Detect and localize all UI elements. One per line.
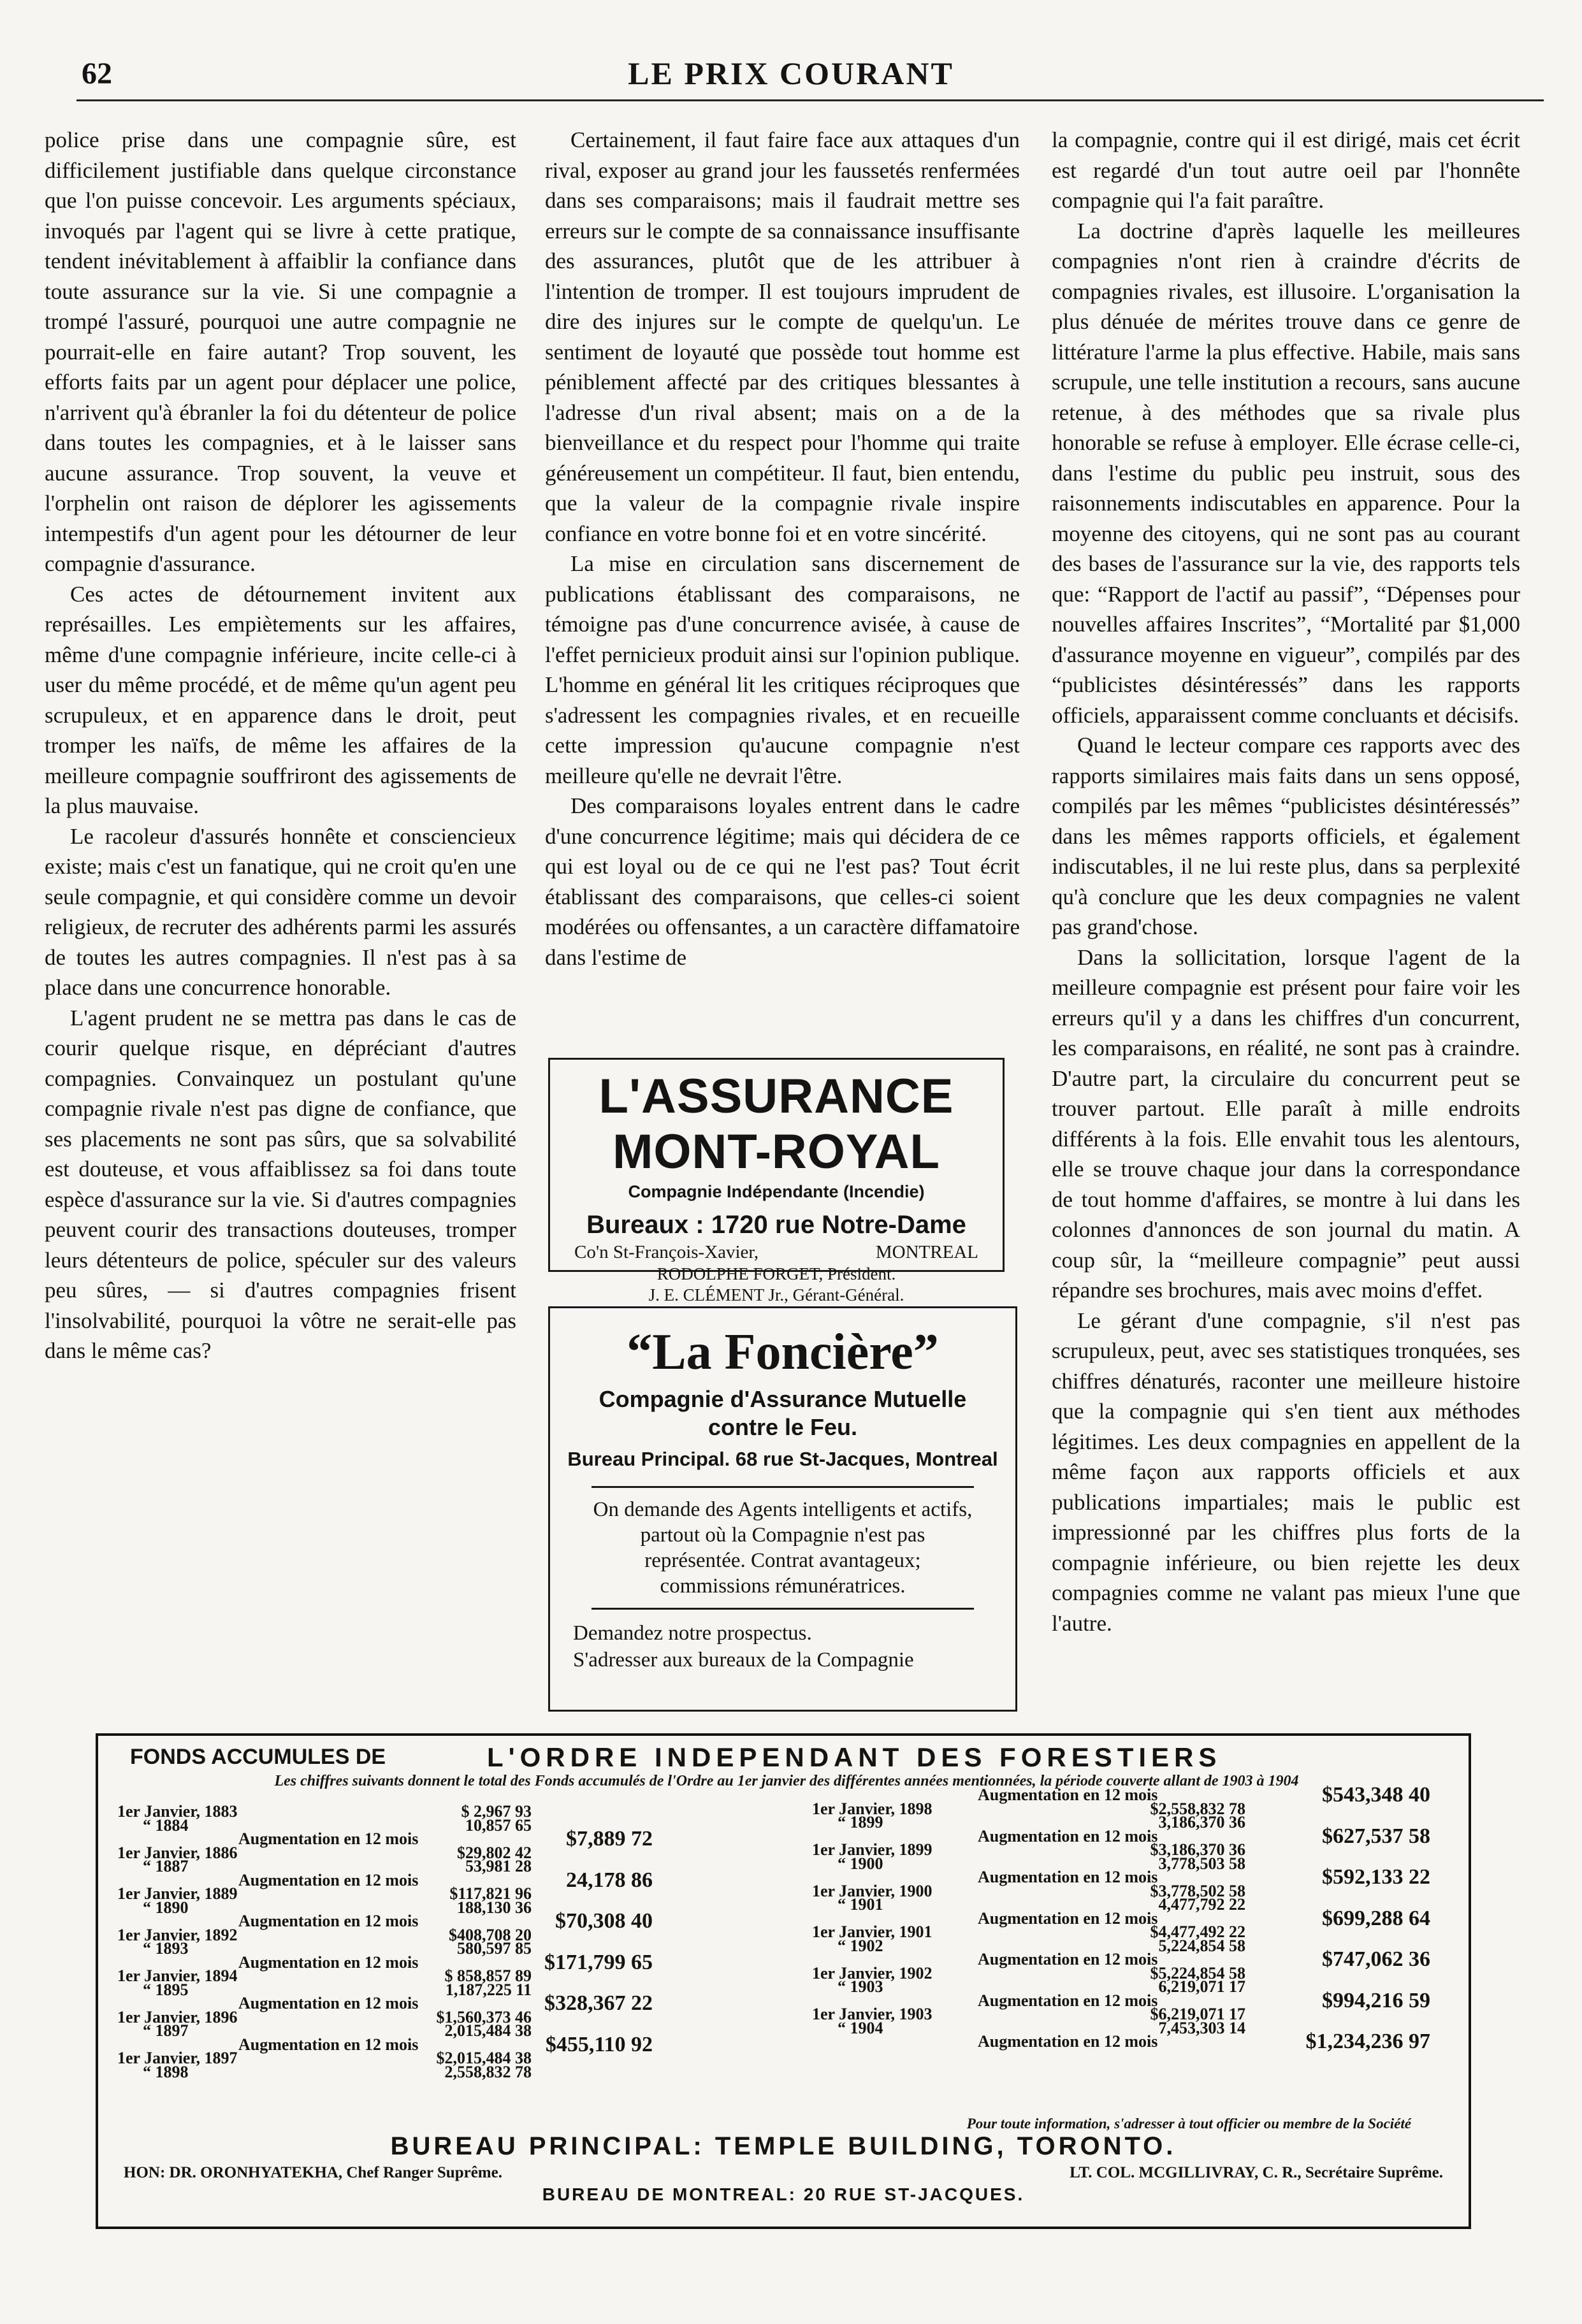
- funds-row-label: Augmentation en 12 mois: [238, 1912, 419, 1930]
- funds-row: [117, 1925, 767, 1944]
- funds-row: [117, 2062, 767, 2081]
- funds-row-label: “ 1904: [838, 2018, 883, 2037]
- funds-row: [812, 2030, 1456, 2053]
- funds-row-label: “ 1901: [838, 1895, 883, 1914]
- funds-row-increase: $7,889 72: [566, 1827, 653, 1851]
- funds-row-amount: 6,219,071 17: [1158, 1977, 1245, 1996]
- funds-row-label: 1er Janvier, 1886: [117, 1843, 238, 1862]
- article-column-right: [1052, 125, 1520, 1638]
- funds-row: [117, 2007, 767, 2026]
- funds-row-label: Augmentation en 12 mois: [238, 1952, 419, 1972]
- paragraph: Certainement, il faut faire face aux attaques d'un rival, exposer au grand jour les faussetés renfermées dans ses comparaisons; mais il faudrait mettre ses erreurs sur le compte de sa connaissance insuffisante des assurances, plutôt que de les attribuer à l'intention de tromper. Il est toujours imprudent de dire des injures sur le compte de quelqu'un. Le sentiment de loyauté que possède tout homme est péniblement affecté par des critiques blessantes à l'adresse d'un rival absent; mais on a de la bienveillance et du respect pour l'homme qui traite généreusement un compétiteur. Il faut, bien entendu, que la valeur de la compagnie rivale inspire confiance en votre bonne foi et en votre sincérité.: [545, 127, 1020, 546]
- funds-row-label: 1er Janvier, 1883: [117, 1802, 238, 1821]
- funds-row-increase: $171,799 65: [544, 1950, 653, 1974]
- funds-row-increase: $70,308 40: [555, 1909, 653, 1933]
- funds-row-label: “ 1900: [838, 1854, 883, 1873]
- funds-row-amount: 3,778,503 58: [1158, 1854, 1245, 1873]
- funds-row-label: “ 1895: [143, 1980, 189, 1999]
- funds-row-increase: $543,348 40: [1322, 1783, 1430, 1807]
- funds-row: [117, 1969, 767, 1983]
- funds-row-label: “ 1902: [838, 1936, 883, 1955]
- ad-manager: J. E. CLÉMENT Jr., Gérant-Général.: [648, 1285, 904, 1304]
- funds-row-label: Augmentation en 12 mois: [238, 1994, 419, 2012]
- ad-la-fonciere: [548, 1306, 1017, 1712]
- funds-row: [117, 1815, 767, 1835]
- ad-subtitle: Compagnie Indépendante (Incendie): [628, 1182, 925, 1201]
- ad-address: Bureaux : 1720 rue Notre-Dame: [586, 1211, 966, 1239]
- page-number: 62: [82, 57, 112, 90]
- funds-row-amount: $117,821 96: [449, 1884, 532, 1903]
- funds-row-amount: $4,477,492 22: [1150, 1923, 1245, 1941]
- ad-subtitle-line-1: Compagnie d'Assurance Mutuelle: [599, 1386, 967, 1412]
- funds-row: [812, 1881, 1456, 1900]
- ad-officers: [124, 2164, 1443, 2182]
- funds-row: [812, 2007, 1456, 2021]
- funds-row-label: 1er Janvier, 1901: [812, 1923, 933, 1941]
- funds-row-amount: 10,857 65: [465, 1815, 532, 1835]
- funds-row-increase: $455,110 92: [545, 2032, 653, 2056]
- funds-row: [812, 1925, 1456, 1939]
- funds-row-label: Augmentation en 12 mois: [238, 2035, 419, 2054]
- ad-head-office: BUREAU PRINCIPAL: TEMPLE BUILDING, TORONTO.: [390, 2132, 1177, 2160]
- funds-row: [812, 1840, 1456, 1859]
- funds-row-label: Augmentation en 12 mois: [238, 1870, 419, 1889]
- funds-row-label: Augmentation en 12 mois: [978, 1786, 1158, 1804]
- ad-ordre-independant-forestiers: [96, 1733, 1471, 2229]
- funds-row-amount: 7,453,303 14: [1158, 2018, 1245, 2037]
- ad-footer: [550, 1620, 1015, 1673]
- ad-officer-right: LT. COL. MCGILLIVRAY, C. R., Secrétaire Suprême.: [1070, 2164, 1443, 2181]
- ad-president: RODOLPHE FORGET, Président.: [657, 1264, 896, 1283]
- funds-row-label: 1er Janvier, 1897: [117, 2049, 238, 2067]
- funds-row-increase: $1,234,236 97: [1305, 2030, 1430, 2053]
- funds-row-increase: $747,062 36: [1322, 1947, 1430, 1971]
- funds-row-amount: $5,224,854 58: [1150, 1963, 1245, 1982]
- funds-row-label: 1er Janvier, 1898: [812, 1799, 933, 1818]
- funds-row-label: “ 1903: [838, 1977, 883, 1996]
- ad-assurance-mont-royal: [548, 1058, 1005, 1304]
- funds-row-amount: $ 2,967 93: [461, 1802, 532, 1821]
- funds-row: [117, 2021, 767, 2040]
- ad-subtitle-line-2: contre le Feu.: [708, 1414, 858, 1440]
- paragraph: la compagnie, contre qui il est dirigé, mais cet écrit est regardé d'un tout autre oeil par l'honnête compagnie qui l'a fait paraître.: [1052, 127, 1520, 213]
- funds-row-amount: $408,708 20: [449, 1925, 532, 1944]
- ad-address: Bureau Principal. 68 rue St-Jacques, Montreal: [567, 1448, 998, 1470]
- funds-row-amount: $3,778,502 58: [1150, 1881, 1245, 1900]
- funds-row: [117, 1843, 767, 1862]
- funds-row-label: “ 1899: [838, 1813, 883, 1831]
- funds-row-amount: 4,477,792 22: [1158, 1895, 1245, 1914]
- ad-footnote: Pour toute information, s'adresser à tout officier ou membre de la Société: [966, 2116, 1411, 2132]
- funds-row-increase: 24,178 86: [566, 1868, 653, 1892]
- funds-row-increase: $592,133 22: [1322, 1865, 1430, 1889]
- funds-row-amount: 2,558,832 78: [444, 2062, 532, 2081]
- funds-row-label: “ 1887: [143, 1857, 189, 1875]
- funds-row-label: “ 1897: [143, 2021, 189, 2040]
- funds-row-label: Augmentation en 12 mois: [978, 1868, 1158, 1886]
- funds-row: [117, 1980, 767, 1999]
- funds-row: [117, 1802, 767, 1821]
- funds-row-amount: 580,597 85: [457, 1939, 532, 1958]
- ad-city: MONTREAL: [875, 1242, 978, 1262]
- article-column-middle: [545, 125, 1020, 972]
- funds-row-increase: $627,537 58: [1322, 1824, 1430, 1848]
- funds-row-amount: 2,015,484 38: [444, 2021, 532, 2040]
- paragraph: Ces actes de détournement invitent aux représailles. Les empiètements sur les affaires, même d'une compagnie inférieure, incite celle-ci à user du même procédé, et de même qu'un agent peu scrupuleux, et en apparence dans le droit, peut tromper les naïfs, de même les affaires de la meilleure compagnie souffriront des agissements de la plus mauvaise.: [45, 581, 516, 818]
- funds-row-amount: 188,130 36: [457, 1898, 532, 1917]
- funds-row-label: Augmentation en 12 mois: [978, 1909, 1158, 1928]
- funds-row-label: 1er Janvier, 1894: [117, 1967, 238, 1985]
- funds-row-label: 1er Janvier, 1902: [812, 1963, 933, 1982]
- funds-row-label: Augmentation en 12 mois: [978, 2032, 1158, 2051]
- funds-row-increase: $699,288 64: [1322, 1906, 1430, 1930]
- article-column-left: [45, 125, 516, 1366]
- ad-footer-line-1: Demandez notre prospectus.: [573, 1622, 812, 1645]
- funds-row-label: Augmentation en 12 mois: [978, 1950, 1158, 1968]
- paragraph: Des comparaisons loyales entrent dans le cadre d'une concurrence légitime; mais qui décidera de ce qui est loyal ou de ce qui ne l'est pas? Tout écrit établissant des comparaisons, que celles-ci soient modérées ou offensantes, a un caractère diffamatoire dans l'estime de: [545, 793, 1020, 970]
- funds-row-increase: $328,367 22: [544, 1991, 653, 2015]
- funds-row-label: “ 1898: [143, 2062, 189, 2081]
- funds-row: [117, 2051, 767, 2065]
- paragraph: Quand le lecteur compare ces rapports avec des rapports similaires mais faits dans un sens opposé, compilés par les mêmes “publicistes désintéressés” dans les mêmes rapports officiels, et également indiscutables, il ne lui reste plus, dans sa perplexité qu'à conclure que les deux compagnies ne valent pas grand'chose.: [1052, 733, 1520, 939]
- funds-row-label: 1er Janvier, 1892: [117, 1925, 238, 1944]
- ad-montreal-office: BUREAU DE MONTREAL: 20 RUE ST-JACQUES.: [542, 2184, 1025, 2204]
- header-rule: [76, 99, 1544, 101]
- paragraph: police prise dans une compagnie sûre, est difficilement justifiable dans quelque circonstance que l'on puisse concevoir. Les arguments spéciaux, invoqués par l'agent qui se livre à cette pratique, tendent inévitablement à affaiblir la confiance dans toute assurance sur la vie. Si une compagnie a trompé l'assuré, pourquoi une autre compagnie ne pourrait-elle en faire autant? Trop souvent, les efforts faits par un agent pour déplacer une police, n'arrivent qu'à ébranler la foi du détenteur de police dans toutes les compagnies, et à le laisser sans aucune assurance. Trop souvent, la veuve et l'orphelin ont raison de déplorer les agissements intempestifs d'un agent pour les détourner de leur compagnie d'assurance.: [45, 127, 516, 576]
- funds-row-label: Augmentation en 12 mois: [978, 1826, 1158, 1845]
- funds-row-amount: 3,186,370 36: [1158, 1813, 1245, 1831]
- funds-row-label: Augmentation en 12 mois: [978, 1991, 1158, 2010]
- funds-row-amount: $6,219,071 17: [1150, 2005, 1245, 2023]
- ad-right-heading: L'ORDRE INDEPENDANT DES FORESTIERS: [487, 1742, 1222, 1772]
- funds-table-left: [117, 1802, 767, 2081]
- funds-row: [117, 1859, 767, 1873]
- funds-row-label: 1er Janvier, 1889: [117, 1884, 238, 1903]
- funds-row: [117, 1884, 767, 1903]
- funds-row: [812, 1799, 1456, 1818]
- paragraph: La mise en circulation sans discernement de publications établissant des comparaisons, ne témoigne pas d'une concurrence avisée, à cause de l'effet pernicieux produit ainsi sur l'opinion publique. L'homme en général lit les critiques réciproques que s'adressent les compagnies rivales, et en recueille cette impression qu'aucune compagnie n'est meilleure qu'elle ne devrait l'être.: [545, 551, 1020, 788]
- funds-row-label: “ 1893: [143, 1939, 189, 1958]
- funds-row-label: 1er Janvier, 1900: [812, 1881, 933, 1900]
- funds-row-amount: $ 858,857 89: [444, 1967, 532, 1985]
- funds-row-amount: $2,558,832 78: [1150, 1799, 1245, 1818]
- ad-footer-line-2: S'adresser aux bureaux de la Compagnie: [573, 1649, 914, 1671]
- funds-row-amount: $1,560,373 46: [436, 2007, 532, 2026]
- paragraph: Dans la sollicitation, lorsque l'agent de la meilleure compagnie est présent pour faire voir les erreurs qu'il y a dans les chiffres d'un concurrent, les comparaisons, en réalité, ne sont pas à craindre. D'autre part, la circulaire du concurrent peut se trouver partout. Elle paraît à mille endroits différents à la fois. Elle envahit tous les alentours, elle se trouve chaque jour dans la correspondance de tout homme d'affaires, se montre à lui dans les colonnes d'annonces de son journal du matin. A coup sûr, la “meilleure compagnie” peut aussi répandre ses brochures, mais avec moins d'effet.: [1052, 944, 1520, 1303]
- ad-title: L'ASSURANCE MONT-ROYAL: [599, 1069, 954, 1179]
- funds-row-increase: $994,216 59: [1322, 1988, 1430, 2012]
- ad-left-heading: FONDS ACCUMULES DE: [130, 1745, 386, 1769]
- funds-table-right: [812, 1783, 1456, 2053]
- ad-corner-row: [550, 1242, 1003, 1263]
- funds-row-amount: 53,981 28: [465, 1857, 532, 1875]
- funds-row: [117, 1939, 767, 1958]
- funds-row-label: “ 1890: [143, 1898, 189, 1917]
- ad-agents-wanted: On demande des Agents intelligents et actifs, partout où la Compagnie n'est pas représentée. Contrat avantageux; commissions rémunératrices.: [591, 1486, 974, 1610]
- funds-row-label: “ 1884: [143, 1815, 189, 1835]
- funds-row-amount: $2,015,484 38: [436, 2049, 532, 2067]
- funds-row: [117, 1898, 767, 1917]
- ad-title: “La Foncière”: [627, 1324, 939, 1380]
- ad-note: Les chiffres suivants donnent le total des Fonds accumulés de l'Ordre au 1er janvier des différentes années mentionnées, la période couverte allant de 1903 à 1904: [274, 1773, 1299, 1789]
- funds-row-amount: $3,186,370 36: [1150, 1840, 1245, 1859]
- running-title: LE PRIX COURANT: [628, 55, 954, 91]
- paragraph: L'agent prudent ne se mettra pas dans le cas de courir quelque risque, en dépréciant d'autres compagnies. Convainquez un postulant qu'une compagnie rivale n'est pas digne de confiance, que ses placements ne sont pas sûrs, que sa solvabilité est douteuse, et vous affaiblissez sa foi dans toute espèce d'assurance sur la vie. Si d'autres compagnies peuvent courir des transactions douteuses, tromper leurs détenteurs de police, spéculer sur des valeurs peu sûres, — si d'autres compagnies frisent l'insolvabilité, pourquoi la vôtre ne serait-elle pas dans le même cas?: [45, 1005, 516, 1363]
- ad-officer-left: HON: DR. ORONHYATEKHA, Chef Ranger Suprême.: [124, 2164, 502, 2181]
- funds-row-amount: 1,187,225 11: [445, 1980, 532, 1999]
- funds-row-amount: 5,224,854 58: [1158, 1936, 1245, 1955]
- ad-subtitle: [550, 1385, 1015, 1441]
- funds-row-label: 1er Janvier, 1899: [812, 1840, 933, 1859]
- paragraph: Le racoleur d'assurés honnête et consciencieux existe; mais c'est un fanatique, qui ne croit qu'en une seule compagnie, et qui considère comme un devoir religieux, de recruter des adhérents parmi les assurés de toutes les autres compagnies. Il n'est pas à sa place dans une concurrence honorable.: [45, 823, 516, 1000]
- funds-row-label: 1er Janvier, 1903: [812, 2005, 933, 2023]
- paragraph: Le gérant d'une compagnie, s'il n'est pas scrupuleux, peut, avec ses statistiques tronquées, ses chiffres dénaturés, raconter une meilleure histoire que la compagnie qui s'en tient aux méthodes légitimes. Les deux compagnies en appellent de la même façon aux rapports officiels et aux publications impartiales; mais le public est impressionné par les chiffres plus forts de la compagnie inférieure, ou bien rejette les deux compagnies comme ne valant pas mieux l'une que l'autre.: [1052, 1308, 1520, 1636]
- ad-corner: Co'n St-François-Xavier,: [574, 1242, 759, 1262]
- funds-row-amount: $29,802 42: [457, 1843, 532, 1862]
- funds-row: [812, 1963, 1456, 1982]
- paragraph: La doctrine d'après laquelle les meilleures compagnies n'ont rien à craindre d'écrits de compagnies rivales, est illusoire. L'organisation la plus dénuée de mérites trouve dans ce genre de littérature l'arme la plus effective. Habile, mais sans scrupule, une telle institution a recours, sans aucune retenue, à des méthodes que sa rivale plus honorable se refuse à employer. Elle écrase celle-ci, dans l'estime du public peu instruit, sous des raisonnements indiscutables en apparence. Pour la moyenne des citoyens, qui ne sont pas au courant des bases de l'assurance sur la vie, des rapports tels que: “Rapport de l'actif au passif”, “Dépenses pour nouvelles affaires Inscrites”, “Mortalité par $1,000 d'assurance moyenne en vigueur”, compilés par des “publicistes désintéressés” dans les rapports officiels, apparaissent comme concluants et décisifs.: [1052, 218, 1520, 728]
- funds-row-label: Augmentation en 12 mois: [238, 1830, 419, 1848]
- funds-row-label: 1er Janvier, 1896: [117, 2007, 238, 2026]
